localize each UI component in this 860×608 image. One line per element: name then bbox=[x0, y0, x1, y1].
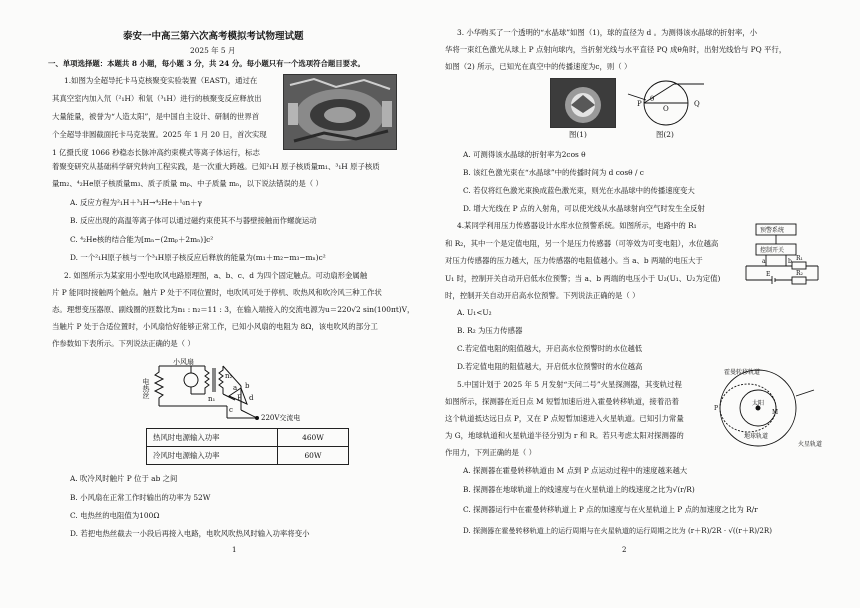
n1-label: n₁ bbox=[208, 395, 216, 403]
q4-option-c: C.若定值电阻的阻值越大，开启高水位预警时的水位越低 bbox=[457, 344, 643, 353]
hairdryer-circuit-diagram bbox=[142, 356, 325, 424]
angle-theta: θ bbox=[650, 95, 655, 103]
q2-text: 片 P 能同时接触两个触点。触片 P 处于不同位置时，电吹风可处于停机、吹热风和吹冷风三种工作状 bbox=[52, 288, 382, 297]
control-switch-label: 控制开关 bbox=[760, 247, 785, 254]
q2-text: 当触片 P 处于合适位置时，小风扇恰好能够正常工作，已知小风扇的电阻为 8Ω，该电吹风的部分工 bbox=[52, 322, 378, 331]
battery-e: E bbox=[766, 271, 771, 278]
q4-text: U₁ 时，控制开关自动开启低水位预警；当 a、b 两端的电压小于 U₂(U₁、U₂为定值) bbox=[445, 274, 721, 283]
exam-page-2 bbox=[430, 0, 860, 608]
east-device-photo bbox=[283, 74, 397, 150]
q1-text: 其真空室内加入氘（²₁H）和氚（³₁H）进行的核聚变反应释放出 bbox=[52, 94, 262, 103]
table-cell: 热风时电源输入功率 bbox=[147, 429, 278, 447]
water-level-alarm-circuit bbox=[742, 222, 822, 284]
q3-option-c: C. 若仅将红色激光束换成蓝色激光束，则光在水晶球中的传播速度变大 bbox=[463, 186, 695, 195]
terminal-b: b bbox=[788, 258, 792, 265]
q1-option-d: D. 一个²₁H原子核与一个³₁H原子核反应后释放的能量为(m₁＋m₂−m₃−mₙ)c² bbox=[70, 253, 326, 262]
q1-option-a: A. 反应方程为²₁H＋³₁H→⁴₂He＋¹₀n＋γ bbox=[70, 198, 202, 207]
point-q: Q bbox=[694, 100, 700, 108]
q4-option-d: D.若定值电阻的阻值越大，开启低水位预警时的水位越高 bbox=[457, 362, 643, 371]
fan-label: 小风扇 bbox=[173, 358, 194, 366]
contact-d: d bbox=[249, 394, 254, 402]
crystal-ball-photo bbox=[550, 78, 616, 128]
q1-text: 着聚变研究从基础科学研究转向工程实践，是一次重大跨越。已知²₁H 原子核质量m₁、³₁H 原子核质 bbox=[52, 162, 380, 171]
q5-text: 如图所示，探测器在近日点 M 短暂加速后进入霍曼转移轨道，接着沿着 bbox=[445, 397, 679, 406]
table-cell: 冷风时电源输入功率 bbox=[147, 447, 278, 465]
q5-option-a: A. 探测器在霍曼转移轨道由 M 点到 P 点运动过程中的速度越来越大 bbox=[463, 466, 688, 475]
crystal-ball-refraction-diagram bbox=[626, 76, 706, 130]
q4-text: 4.某同学利用压力传感器设计水库水位预警系统。如图所示，电路中的 R₁ bbox=[457, 221, 697, 230]
q1-text: 大量能量，被誉为“人造太阳”，是中国自主设计、研制的世界首 bbox=[52, 112, 260, 121]
exam-title: 泰安一中高三第六次高考模拟考试物理试题 bbox=[123, 31, 304, 42]
q5-text: 为 G，地球轨道和火星轨道半径分别为 r 和 R。若只考虑太阳对探测器的 bbox=[445, 431, 684, 440]
q1-text: 1 亿摄氏度 1066 秒稳态长脉冲高约束模式等离子体运行，标志 bbox=[52, 148, 260, 157]
table-cell: 460W bbox=[278, 429, 349, 447]
supply-label: 220V交流电 bbox=[261, 414, 301, 422]
q5-text: 作用力，下列正确的是（ ） bbox=[445, 448, 537, 457]
page-number: 1 bbox=[232, 546, 237, 554]
earth-orbit-label: 地球轨道 bbox=[744, 433, 769, 440]
point-m: M bbox=[772, 409, 779, 416]
resistor-r1: R₁ bbox=[796, 255, 803, 262]
q1-text: 个全超导非圆截面托卡马克装置。2025 年 1 月 20 日，首次实现 bbox=[52, 130, 267, 139]
q2-option-a: A. 吹冷风时触片 P 位于 ab 之间 bbox=[70, 474, 178, 483]
point-p: P bbox=[637, 100, 642, 108]
q4-option-a: A. U₁<U₂ bbox=[457, 308, 492, 317]
slider-p: P bbox=[237, 394, 242, 402]
q1-option-c: C. ⁴₂He核的结合能为[mₙ−(2mₚ＋2mₙ)]c² bbox=[70, 235, 214, 244]
transfer-orbit-label: 霍曼转移轨道 bbox=[724, 369, 761, 376]
heater-label: 电热丝 bbox=[142, 378, 150, 399]
q5-option-d: D. 探测器在霍曼转移轨道上的运行周期与在火星轨道的运行周期之比为 (r＋R)/2R · √((r＋R)/2R) bbox=[463, 526, 773, 535]
power-table bbox=[146, 428, 349, 465]
q2-option-c: C. 电热丝的电阻值为100Ω bbox=[70, 511, 160, 520]
q4-text: 时，控制开关自动开启高水位预警。下列说法正确的是（ ） bbox=[445, 291, 640, 300]
q5-option-c: C. 探测器运行中在霍曼转移轨道上 P 点的加速度与在火星轨道上 P 点的加速度之比为 R/r bbox=[463, 505, 758, 514]
hohmann-orbit-diagram bbox=[710, 366, 840, 452]
q4-text: 对压力传感器的压力越大，压力传感器的电阻值越小。当 a、b 两端的电压大于 bbox=[445, 256, 703, 265]
point-p-orbit: P bbox=[714, 405, 719, 412]
q2-text: 态。理想变压器原、副线圈的匝数比为n₁ : n₂＝11 : 3，在输入端接入的交流电源为u＝220√2 sin(100πt)V， bbox=[52, 305, 415, 314]
page-number: 2 bbox=[622, 546, 627, 554]
q2-option-d: D. 若把电热丝截去一小段后再接入电路，电吹风吹热风时输入功率将变小 bbox=[70, 529, 310, 538]
exam-date: 2025 年 5 月 bbox=[190, 46, 236, 55]
q2-text: 作参数如下表所示。下列说法正确的是（ ） bbox=[52, 339, 195, 348]
contact-a: a bbox=[233, 384, 238, 392]
q5-text: 5.中国计划于 2025 年 5 月发射“天问二号”火星探测器，其变轨过程 bbox=[457, 380, 682, 389]
mars-orbit-label: 火星轨道 bbox=[798, 441, 823, 448]
table-row bbox=[147, 429, 349, 447]
point-o: O bbox=[663, 105, 669, 113]
q3-option-d: D. 增大光线在 P 点的入射角，可以使光线从水晶球射向空气时发生全反射 bbox=[463, 204, 705, 213]
q2-text: 2. 如图所示为某家用小型电吹风电路原理图，a、b、c、d 为四个固定触点。可动扇形金属触 bbox=[64, 271, 368, 280]
n2-label: n₂ bbox=[225, 372, 233, 380]
terminal-a: a bbox=[762, 258, 766, 265]
q5-text: 这个轨道抵达远日点 P，又在 P 点短暂加速进入火星轨道。已知引力常量 bbox=[445, 414, 684, 423]
warning-system-label: 预警系统 bbox=[760, 227, 785, 234]
fig2-caption: 图(2) bbox=[656, 130, 674, 139]
section-heading: 一、单项选择题：本题共 8 小题，每小题 3 分，共 24 分。每小题只有一个选项符合题目要求。 bbox=[48, 59, 365, 68]
q3-text: 如图（2) 所示，已知光在真空中的传播速度为c，则（ ） bbox=[445, 62, 632, 71]
q2-option-b: B. 小风扇在正常工作时输出的功率为 52W bbox=[70, 493, 211, 502]
table-row bbox=[147, 447, 349, 465]
q1-text: 量m₂、⁴₂He原子核质量m₃、质子质量 mₚ、中子质量 mₙ，以下说法错误的是（ ） bbox=[52, 179, 323, 188]
sun-label: 太阳 bbox=[752, 400, 765, 407]
q3-option-a: A. 可测得该水晶球的折射率为2cos θ bbox=[463, 150, 586, 159]
q3-text: 华将一束红色激光从球上 P 点射向球内，当折射光线与水平直径 PQ 成θ角时，出射光线恰与 PQ 平行， bbox=[445, 45, 787, 54]
q5-option-b: B. 探测器在地球轨道上的线速度与在火星轨道上的线速度之比为√(r/R) bbox=[463, 485, 695, 494]
resistor-r2: R₂ bbox=[796, 270, 803, 277]
fig1-caption: 图(1) bbox=[569, 130, 587, 139]
q4-option-b: B. R₂ 为压力传感器 bbox=[457, 326, 523, 335]
table-cell: 60W bbox=[278, 447, 349, 465]
contact-c: c bbox=[229, 406, 233, 414]
contact-b: b bbox=[245, 382, 250, 390]
q4-text: 和 R₂，其中一个是定值电阻，另一个是压力传感器（可等效为可变电阻），水位越高 bbox=[445, 239, 719, 248]
q1-option-b: B. 反应出现的高温等离子体可以通过磁约束使其不与器壁接触而作螺旋运动 bbox=[70, 216, 317, 225]
q3-option-b: B. 该红色激光束在“水晶球”中的传播时间为 d cosθ / c bbox=[463, 168, 644, 177]
q3-text: 3. 小华购买了一个透明的“水晶球”如图（1)，球的直径为 d 。为测得该水晶球的折射率，小 bbox=[457, 28, 758, 37]
q1-text: 1.如图为全超导托卡马克核聚变实验装置（EAST)，通过在 bbox=[64, 76, 258, 85]
